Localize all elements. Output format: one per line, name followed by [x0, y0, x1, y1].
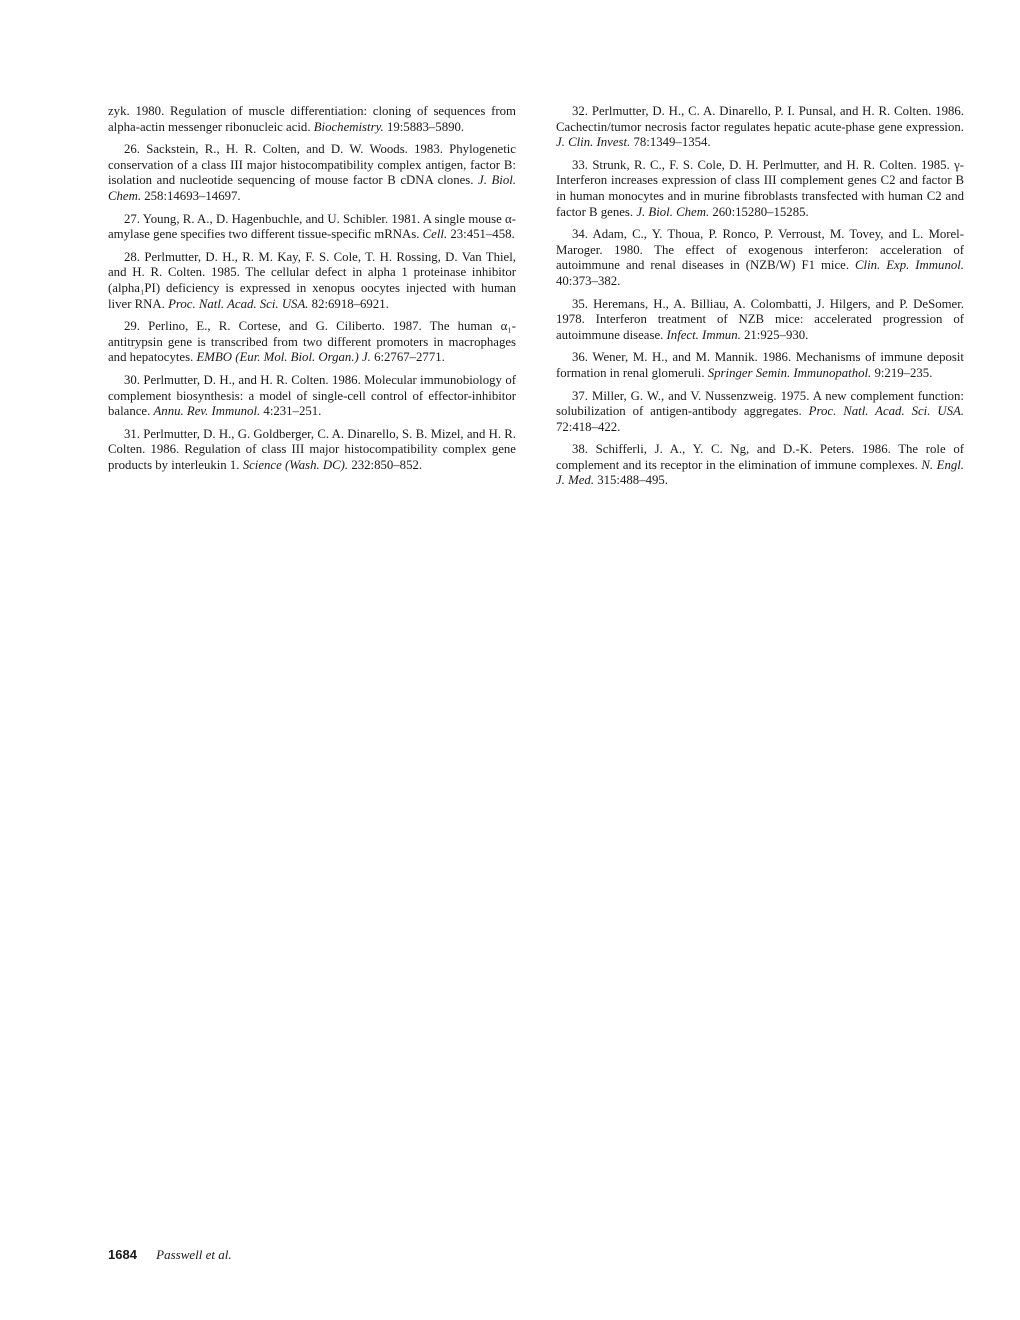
reference-text: 260:15280–15285.	[709, 204, 809, 219]
reference-text: 232:850–852.	[348, 457, 423, 472]
reference-text: 72:418–422.	[556, 419, 621, 434]
page-number: 1684	[108, 1247, 137, 1262]
reference-entry	[108, 250, 516, 312]
reference-text: 78:1349–1354.	[630, 135, 711, 150]
reference-text: 38. Schifferli, J. A., Y. C. Ng, and D.-K. Peters. 1986. The role of complement and its receptor in the elimination of immune complexes.	[556, 442, 964, 472]
reference-journal: Proc. Natl. Acad. Sci. USA.	[808, 404, 964, 419]
reference-journal: N. Engl. J. Med.	[556, 457, 965, 488]
reference-text: 6:2767–2771.	[370, 350, 445, 365]
reference-column-right	[556, 104, 964, 496]
reference-entry	[108, 104, 516, 135]
reference-text: 9:219–235.	[871, 365, 933, 380]
reference-journal: Clin. Exp. Immunol.	[855, 258, 964, 273]
reference-column-left	[108, 104, 516, 480]
reference-journal: EMBO (Eur. Mol. Biol. Organ.) J.	[196, 350, 371, 365]
reference-text: 315:488–495.	[594, 473, 668, 488]
reference-text: 82:6918–6921.	[308, 296, 389, 311]
reference-entry	[556, 158, 964, 220]
reference-entry	[556, 297, 964, 344]
reference-journal: J. Clin. Invest.	[556, 135, 631, 150]
reference-text: 26. Sackstein, R., H. R. Colten, and D. W. Woods. 1983. Phylogenetic conservation of a class III major histocompatibility complex antigen, factor B: isolation and nucleotide sequencing of mouse factor B cDNA clones.	[108, 142, 516, 188]
reference-text: 21:925–930.	[740, 327, 809, 342]
reference-entry	[108, 427, 516, 474]
reference-journal: Proc. Natl. Acad. Sci. USA.	[168, 296, 309, 311]
reference-text: 40:373–382.	[556, 273, 621, 288]
reference-journal: Infect. Immun.	[666, 327, 741, 342]
reference-text: 4:231–251.	[260, 404, 322, 419]
reference-journal: J. Biol. Chem.	[636, 204, 710, 219]
reference-text: zyk. 1980. Regulation of muscle differentiation: cloning of sequences from alpha-actin messenger ribonucleic acid.	[108, 104, 516, 134]
reference-text: 35. Heremans, H., A. Billiau, A. Colombatti, J. Hilgers, and P. DeSomer. 1978. Interferon treatment of NZB mice: accelerated progression of autoimmune disease.	[556, 296, 964, 342]
reference-text: 23:451–458.	[447, 227, 515, 242]
reference-journal: Biochemistry.	[313, 119, 384, 134]
reference-journal: Science (Wash. DC).	[242, 457, 349, 472]
reference-text: 33. Strunk, R. C., F. S. Cole, D. H. Perlmutter, and H. R. Colten. 1985. γ-Interferon increases expression of class III complement genes C2 and factor B in human monocytes and in murine fibroblasts transfected with human C2 and factor B genes.	[556, 157, 964, 219]
reference-text: 28. Perlmutter, D. H., R. M. Kay, F. S. Cole, T. H. Rossing, D. Van Thiel, and H. R. Colten. 1985. The cellular defect in alpha 1 proteinase inhibitor (alpha₁PI) deficiency is expressed in xenopus oocytes injected with human liver RNA.	[108, 249, 516, 311]
reference-text: 19:5883–5890.	[383, 119, 465, 134]
reference-entry	[556, 350, 964, 381]
reference-text: 32. Perlmutter, D. H., C. A. Dinarello, P. I. Punsal, and H. R. Colten. 1986. Cachectin/tumor necrosis factor regulates hepatic acute-phase gene expression.	[556, 104, 964, 134]
reference-journal: Annu. Rev. Immunol.	[153, 404, 261, 419]
running-head: Passwell et al.	[156, 1247, 232, 1262]
reference-journal: Cell.	[422, 227, 448, 242]
reference-text: 258:14693–14697.	[141, 188, 241, 203]
reference-text: 34. Adam, C., Y. Thoua, P. Ronco, P. Verroust, M. Tovey, and L. Morel-Maroger. 1980. The effect of exogenous interferon: acceleration of autoimmune and renal diseases in (NZB/W) F1 mice.	[556, 227, 964, 273]
reference-text: 31. Perlmutter, D. H., G. Goldberger, C. A. Dinarello, S. B. Mizel, and H. R. Colten. 1986. Regulation of class III major histocompatibility complex gene products by interleukin 1.	[108, 426, 516, 472]
reference-text: 27. Young, R. A., D. Hagenbuchle, and U. Schibler. 1981. A single mouse α-amylase gene specifies two different tissue-specific mRNAs.	[108, 211, 516, 242]
reference-entry	[556, 227, 964, 289]
reference-journal: Springer Semin. Immunopathol.	[707, 365, 872, 380]
reference-entry	[108, 212, 516, 243]
reference-journal: J. Biol. Chem.	[108, 173, 516, 203]
reference-text: 29. Perlino, E., R. Cortese, and G. Ciliberto. 1987. The human α₁-antitrypsin gene is transcribed from two different promoters in macrophages and hepatocytes.	[108, 319, 516, 365]
reference-entry	[108, 319, 516, 366]
reference-entry	[556, 389, 964, 436]
reference-text: 30. Perlmutter, D. H., and H. R. Colten. 1986. Molecular immunobiology of complement biosynthesis: a model of single-cell control of effector-inhibitor balance.	[108, 372, 516, 419]
reference-entry	[556, 442, 964, 489]
reference-text: 37. Miller, G. W., and V. Nussenzweig. 1975. A new complement function: solubilization of antigen-antibody aggregates.	[556, 388, 964, 419]
reference-entry	[108, 373, 516, 420]
reference-entry	[556, 104, 964, 151]
reference-entry	[108, 142, 516, 204]
reference-text: 36. Wener, M. H., and M. Mannik. 1986. Mechanisms of immune deposit formation in renal glomeruli.	[556, 350, 964, 380]
page-footer	[108, 1247, 232, 1263]
